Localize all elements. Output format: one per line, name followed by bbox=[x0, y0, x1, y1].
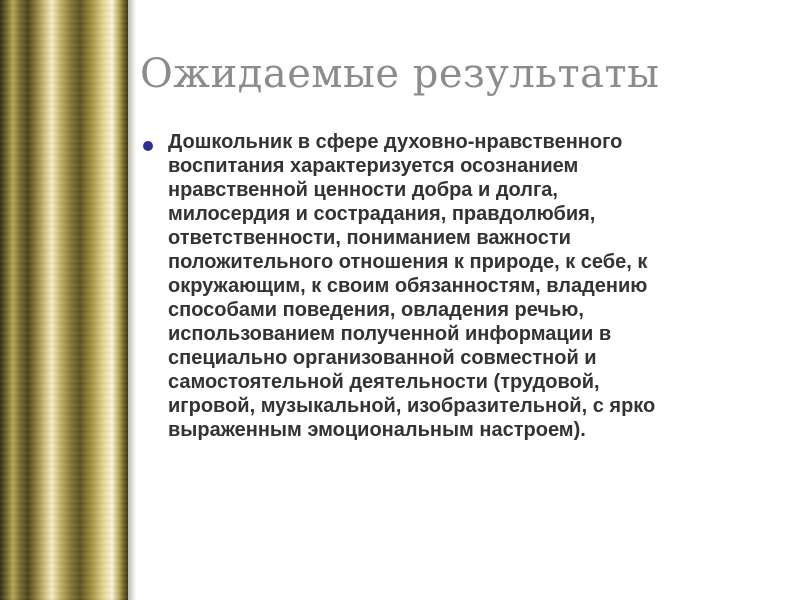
bullet-line: милосердия и сострадания, правдолюбия, bbox=[168, 203, 596, 225]
decorative-gold-border bbox=[0, 0, 128, 600]
bullet-line: воспитания характеризуется осознанием bbox=[168, 155, 579, 177]
slide-content bbox=[140, 130, 785, 442]
bullet-dot-icon bbox=[143, 141, 153, 151]
bullet-line: игровой, музыкальной, изобразительной, с ярко bbox=[168, 395, 656, 417]
slide-title: Ожидаемые результаты bbox=[140, 51, 660, 97]
bullet-line: выраженным эмоциональным настроем). bbox=[168, 419, 586, 441]
bullet-line: специально организованной совместной и bbox=[168, 347, 597, 369]
bullet-line: использованием полученной информации в bbox=[168, 323, 612, 345]
bullet-text bbox=[168, 130, 785, 442]
bullet-line: Дошкольник в сфере духовно-нравственного bbox=[168, 131, 623, 153]
bullet-line: самостоятельной деятельности (трудовой, bbox=[168, 371, 600, 393]
bullet-line: ответственности, пониманием важности bbox=[168, 227, 571, 249]
border-shadow bbox=[128, 0, 136, 600]
bullet-item bbox=[140, 130, 785, 442]
bullet-line: нравственной ценности добра и долга, bbox=[168, 179, 558, 201]
bullet-line: способами поведения, овладения речью, bbox=[168, 299, 584, 321]
bullet-line: положительного отношения к природе, к себе, к bbox=[168, 251, 648, 273]
bullet-line: окружающим, к своим обязанностям, владению bbox=[168, 275, 648, 297]
